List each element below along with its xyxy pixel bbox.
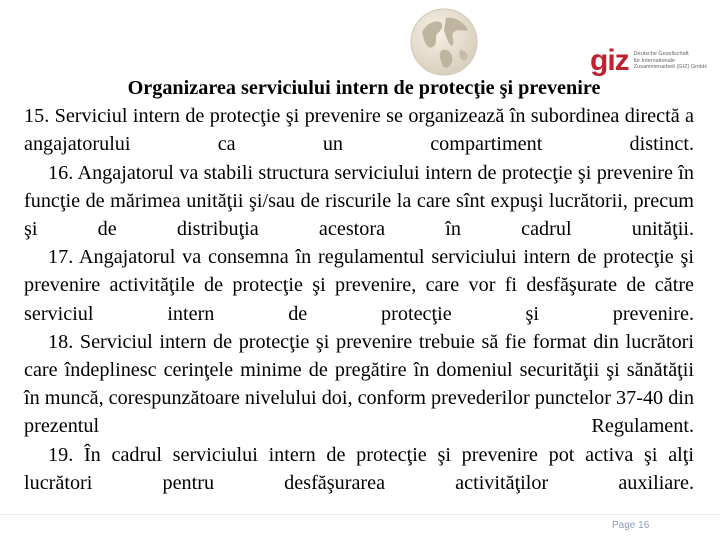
globe-icon (408, 6, 480, 78)
page-title: Organizarea serviciului intern de protecţie şi prevenire (127, 77, 601, 99)
logo-mark: giz (590, 44, 629, 77)
paragraph: 15. Serviciul intern de protecţie şi prevenire se organizează în subordinea directă a angajatorului ca un compartiment distinct. (24, 105, 694, 156)
paragraph: 18. Serviciul intern de protecţie şi prevenire trebuie să fie format din lucrători care îndeplinesc cerinţele minime de pregătire în domeniul securităţii şi sănătăţii în muncă, corespunzătoare nivelului doi, conform prevederilor punctelor 37-40 din prezentul Regulament. (24, 330, 694, 438)
paragraph: 16. Angajatorul va stabili structura serviciului intern de protecţie şi prevenire în funcţie de mărimea unităţii şi/sau de riscurile la care sînt expuşi lucrătorii, precum şi de distribuţia acestora în cadrul unităţii. (24, 161, 694, 241)
footer-divider (0, 514, 720, 515)
logo-line: Deutsche Gesellschaft (633, 51, 689, 58)
logo-text (634, 51, 707, 71)
paragraph: 19. În cadrul serviciului intern de protecţie şi prevenire pot activa şi alţi lucrători pentru desfăşurarea activităţilor auxiliare. (24, 443, 694, 494)
logo-line: für Internationale (633, 57, 675, 64)
document-body (24, 74, 694, 497)
giz-logo (590, 44, 707, 78)
page-number: Page 16 (612, 520, 650, 531)
logo-line: Zusammenarbeit (GIZ) GmbH (633, 64, 707, 71)
paragraph: 17. Angajatorul va consemna în regulamentul serviciului intern de protecţie şi prevenire activităţile de protecţie şi prevenire, care vor fi desfăşurate de către serviciul intern de protecţie şi prevenire. (24, 246, 694, 325)
